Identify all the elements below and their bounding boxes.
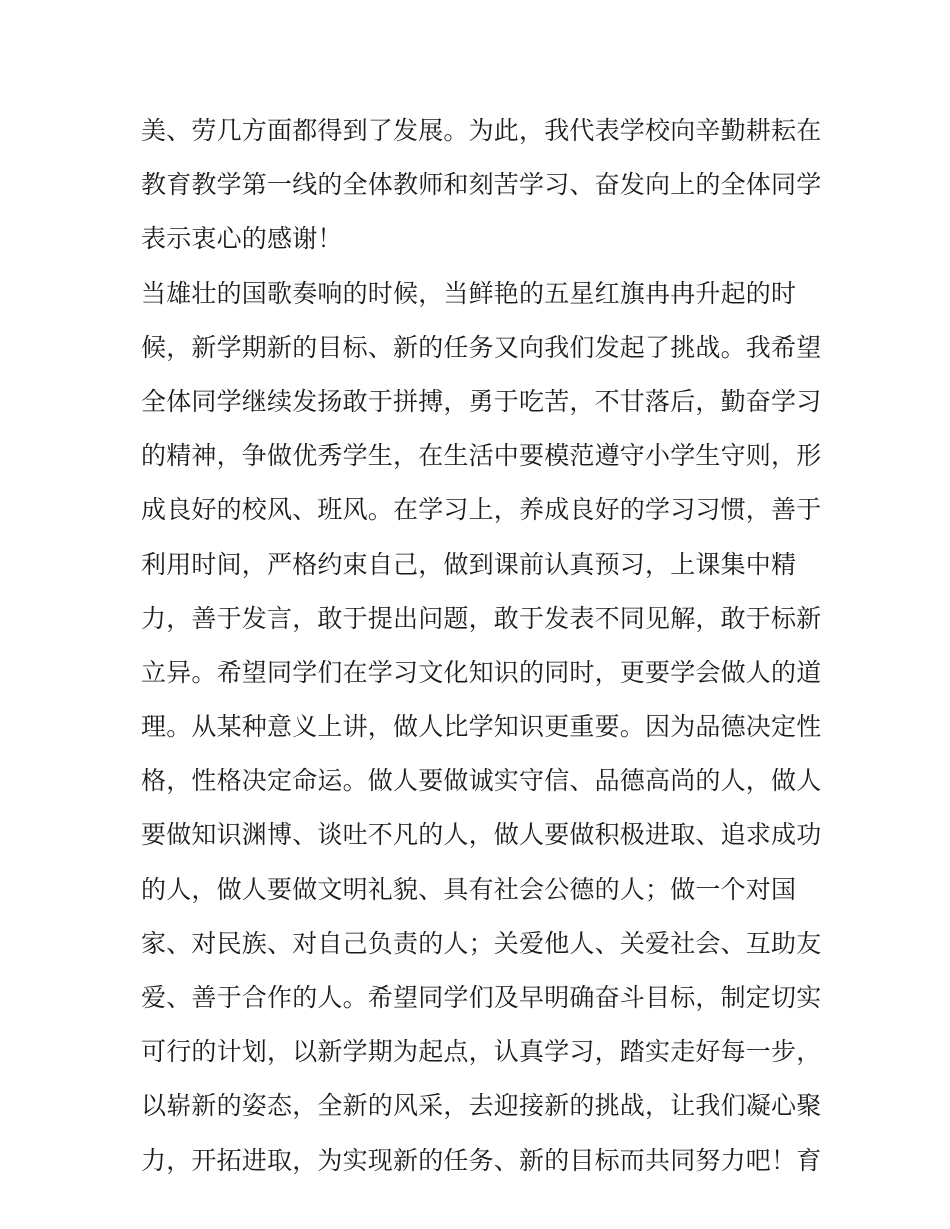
text-line: 成良好的校风、班风。在学习上，养成良好的学习习惯，善于 [141, 495, 822, 525]
text-line: 以崭新的姿态，全新的风采，去迎接新的挑战，让我们凝心聚 [141, 1091, 822, 1121]
paragraph-2 [141, 267, 822, 1188]
text-line: 爱、善于合作的人。希望同学们及早明确奋斗目标，制定切实 [141, 983, 822, 1012]
text-line: 可行的计划，以新学期为起点，认真学习，踏实走好每一步， [141, 1037, 822, 1067]
text-line: 表示衷心的感谢！ [141, 224, 343, 254]
text-line: 力，善于发言，敢于提出问题，敢于发表不同见解，敢于标新 [141, 603, 822, 633]
text-line: 格，性格决定命运。做人要做诚实守信、品德高尚的人，做人 [141, 766, 822, 796]
text-line: 立异。希望同学们在学习文化知识的同时，更要学会做人的道 [141, 657, 822, 687]
text-line: 的精神，争做优秀学生，在生活中要模范遵守小学生守则，形 [141, 441, 822, 471]
document-body [141, 104, 822, 1188]
text-line: 理。从某种意义上讲，做人比学知识更重要。因为品德决定性 [141, 712, 822, 742]
text-line: 美、劳几方面都得到了发展。为此，我代表学校向辛勤耕耘在 [141, 116, 822, 145]
text-line: 家、对民族、对自己负责的人；关爱他人、关爱社会、互助友 [141, 928, 822, 958]
text-line: 要做知识渊博、谈吐不凡的人，做人要做积极进取、追求成功 [141, 820, 822, 850]
text-line: 全体同学继续发扬敢于拼搏，勇于吃苦，不甘落后，勤奋学习 [141, 386, 822, 416]
text-line: 力，开拓进取，为实现新的任务、新的目标而共同努力吧！育 [141, 1145, 822, 1175]
text-line: 的人，做人要做文明礼貌、具有社会公德的人；做一个对国 [141, 874, 797, 904]
text-line: 当雄壮的国歌奏响的时候，当鲜艳的五星红旗冉冉升起的时 [141, 278, 797, 308]
text-line: 利用时间，严格约束自己，做到课前认真预习，上课集中精 [141, 549, 797, 579]
text-line: 候，新学期新的目标、新的任务又向我们发起了挑战。我希望 [141, 332, 822, 362]
paragraph-1 [141, 104, 822, 267]
text-line: 教育教学第一线的全体教师和刻苦学习、奋发向上的全体同学 [141, 170, 822, 200]
